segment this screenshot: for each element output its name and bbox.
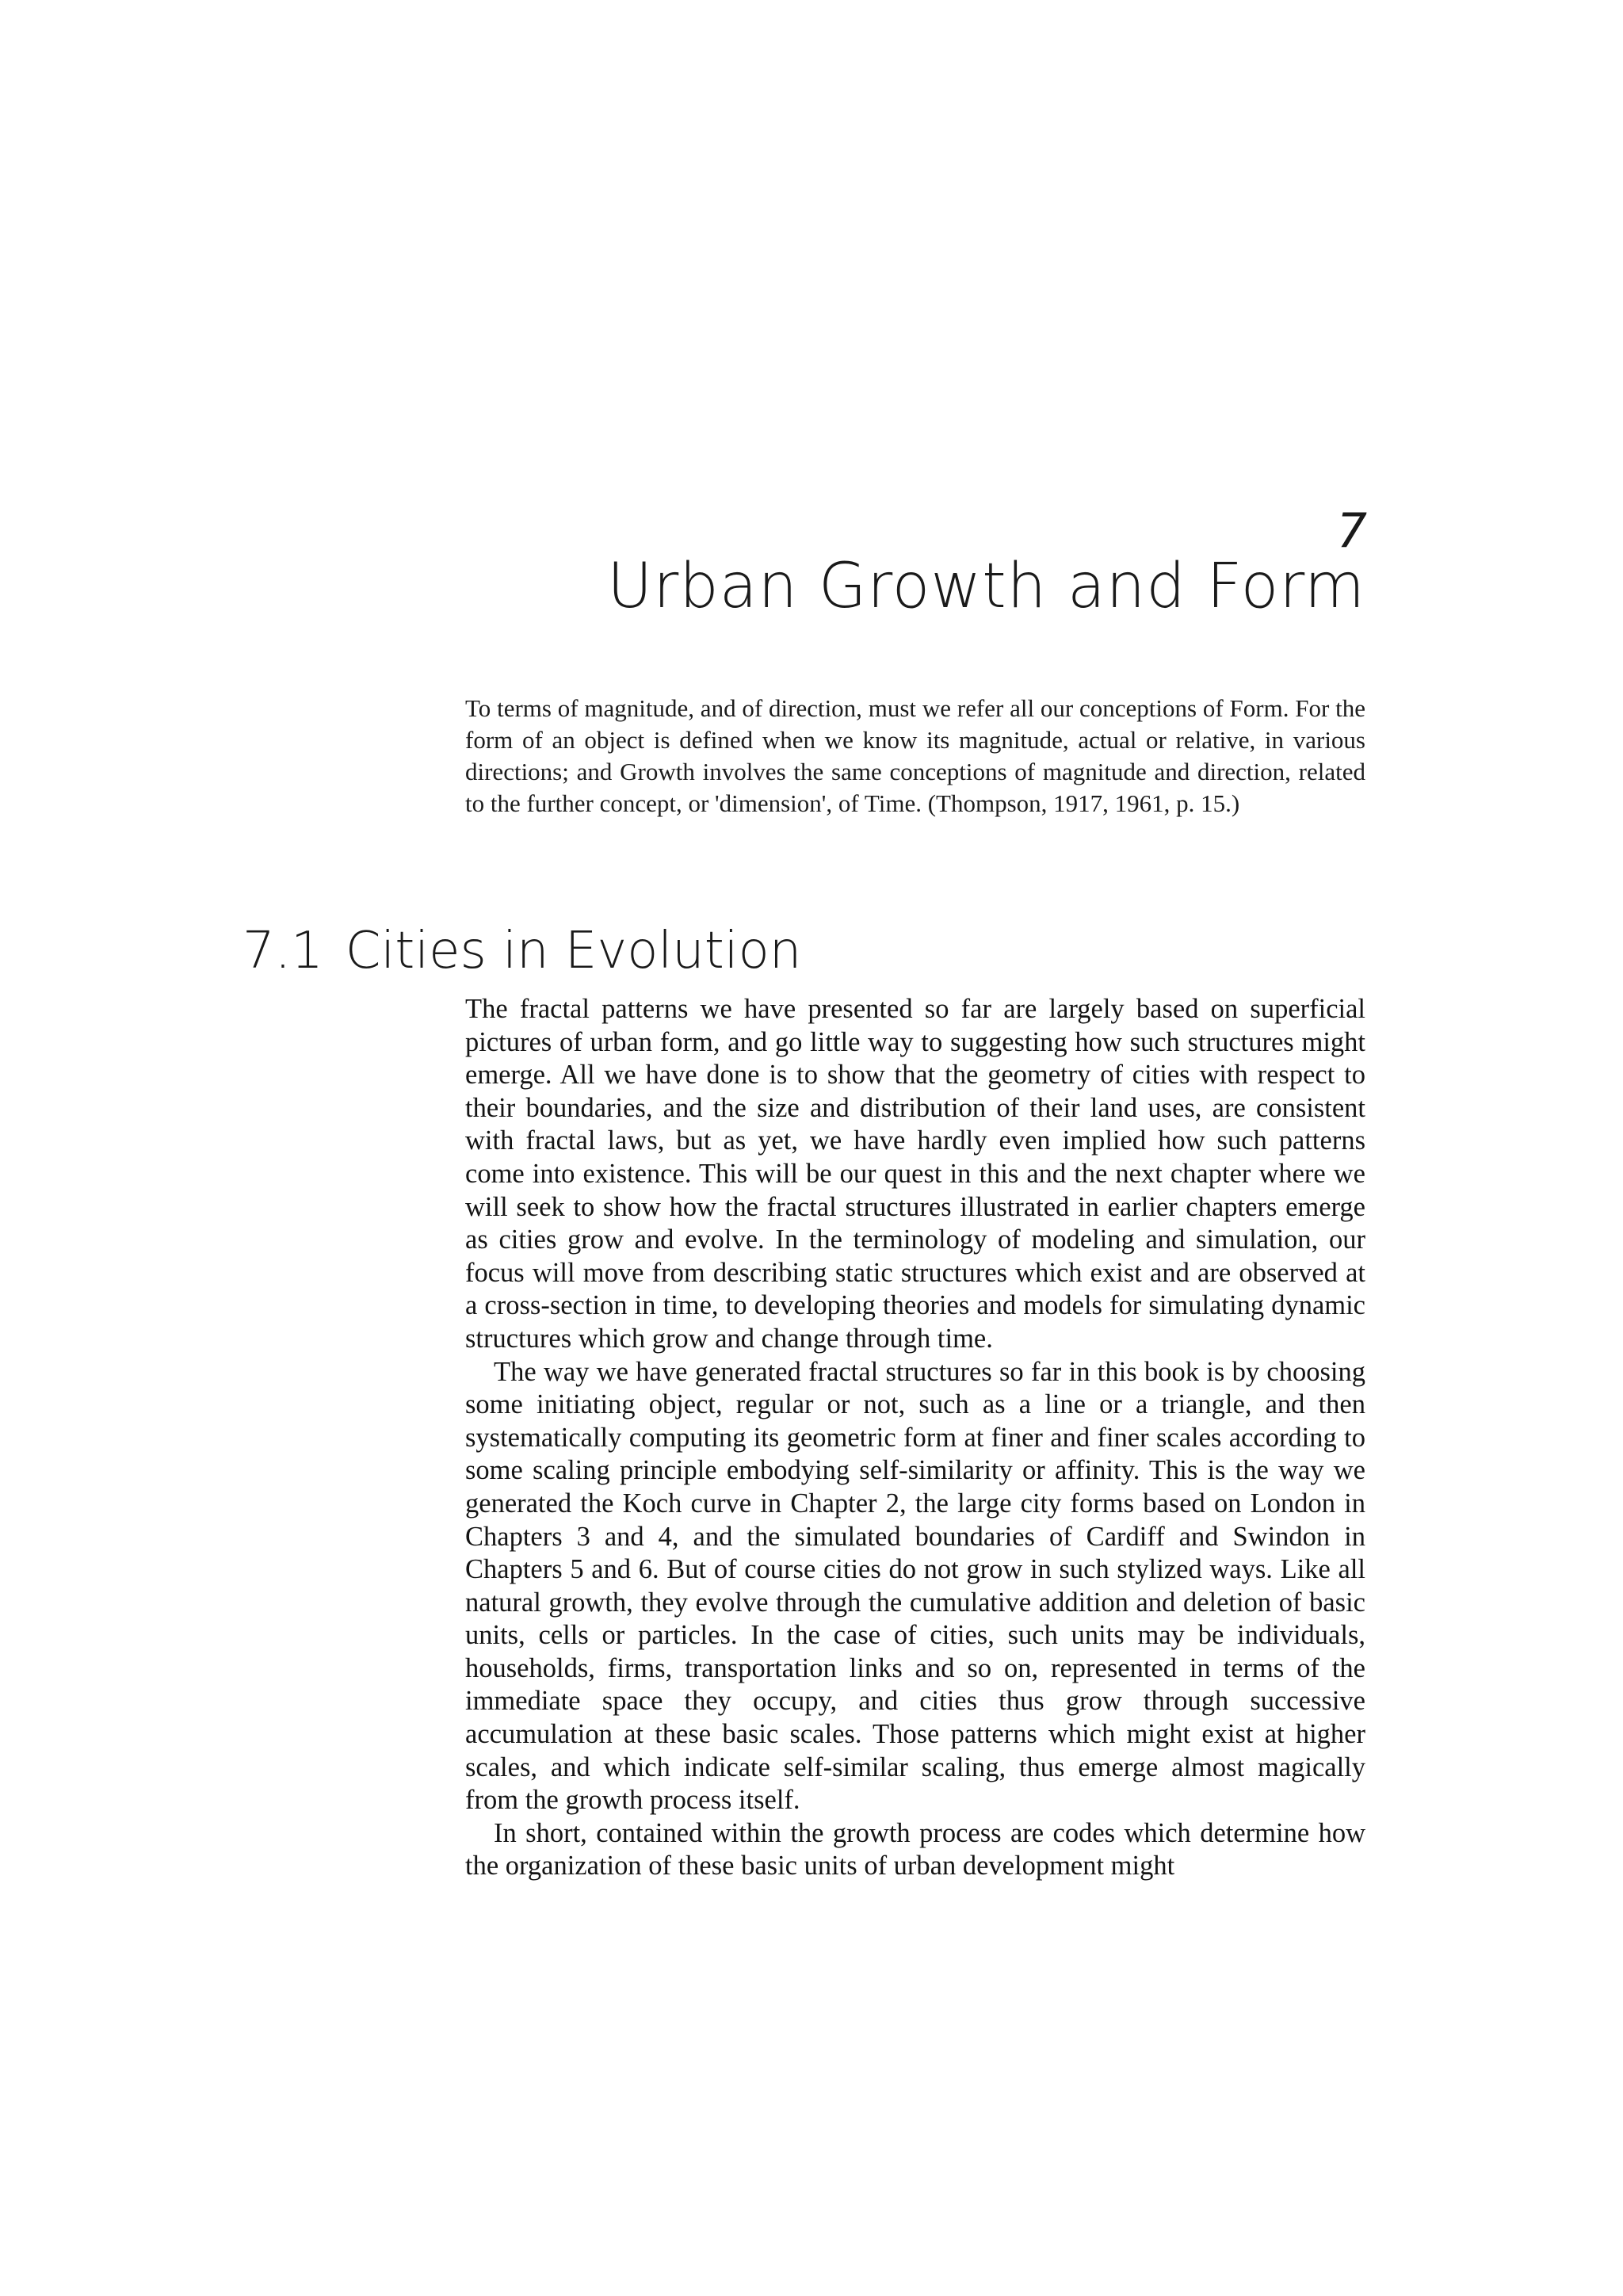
body-text (465, 993, 1365, 1883)
section-title: Cities in Evolution (345, 922, 802, 980)
section-heading (242, 923, 801, 979)
paragraph: The fractal patterns we have presented so far are largely based on superficial pictures of urban form, and go little way to suggesting how such structures might emerge. All we have done is to show that the geometry of cities with respect to their boundaries, and the size and distribution of their land uses, are consistent with fractal laws, but as yet, we have hardly even implied how such patterns come into existence. This will be our quest in this and the next chapter where we will seek to show how the fractal structures illustrated in earlier chapters emerge as cities grow and evolve. In the terminology of modeling and simulation, our focus will move from describing static structures which exist and are observed at a cross-section in time, to developing theories and models for simulating dynamic structures which grow and change through time. (465, 994, 1365, 1354)
paragraph: The way we have generated fractal structures so far in this book is by choosing some initiating object, regular or not, such as a line or a triangle, and then systematically computing its geometric form at finer and finer scales according to some scaling principle embodying self-similarity or affinity. This is the way we generated the Koch curve in Chapter 2, the large city forms based on London in Chapters 3 and 4, and the simulated boundaries of Cardiff and Swindon in Chapters 5 and 6. But of course cities do not grow in such stylized ways. Like all natural growth, they evolve through the cumulative addition and deletion of basic units, cells or particles. In the case of cities, such units may be individuals, households, firms, transportation links and so on, represented in terms of the immediate space they occupy, and cities thus grow through successive accumulation at these basic scales. Those patterns which might exist at higher scales, and which indicate self-similar scaling, thus emerge almost magically from the growth process itself. (465, 1356, 1365, 1816)
epigraph-quote: To terms of magnitude, and of direction, must we refer all our conceptions of Form. For the form of an object is defined when we know its magnitude, actual or relative, in various directions; and Growth involves the same conceptions of magnitude and direction, related to the further concept, or 'dimension', of Time. (Thompson, 1917, 1961, p. 15.) (465, 694, 1365, 817)
chapter-title: Urban Growth and Form (607, 551, 1365, 622)
paragraph: In short, contained within the growth process are codes which determine how the organization of these basic units of urban development might (465, 1817, 1365, 1881)
chapter-number: 7 (1336, 503, 1367, 559)
section-number: 7.1 (242, 922, 323, 980)
